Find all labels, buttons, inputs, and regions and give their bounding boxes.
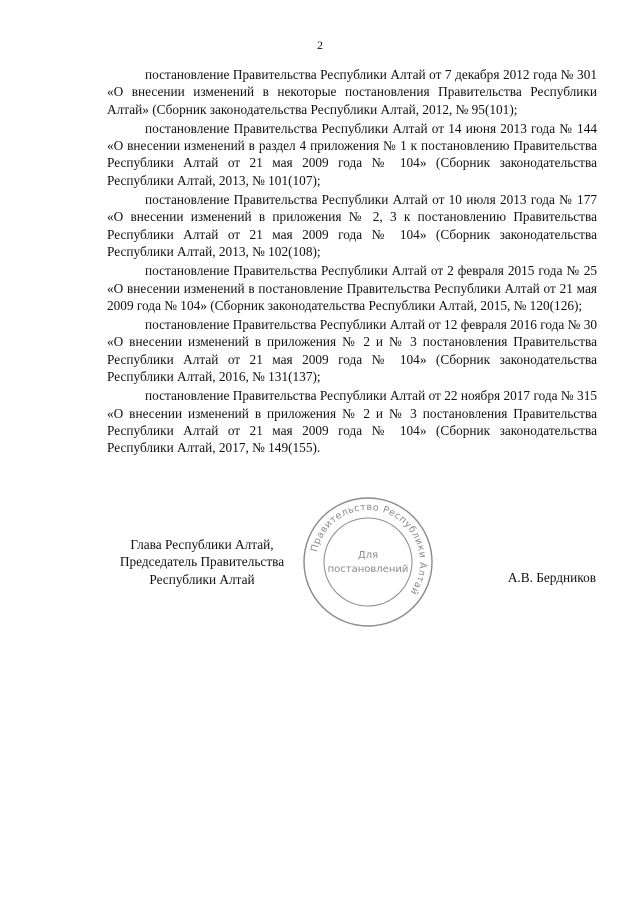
page-number: 2 [317, 38, 323, 52]
paragraph-6: постановление Правительства Республики Алтай от 22 ноября 2017 года № 315 «О внесении изменений в приложения № 2 и № 3 постановления Правительства Республики Алтай от 21 мая 2009 года № 104» (Сборник законодательства Республики Алтай, 2017, № 149(155). [107, 388, 597, 456]
signatory-title-line-1: Глава Республики Алтай, [130, 537, 274, 552]
stamp-center-line-2: постановлений [327, 564, 409, 575]
stamp-inner-ring [324, 518, 412, 606]
signatory-title-line-2: Председатель Правительства [119, 554, 285, 570]
stamp-ring-text: Правительство Республики Алтай [309, 501, 429, 597]
paragraph-1: постановление Правительства Республики Алтай от 7 декабря 2012 года № 301 «О внесении изменений в некоторые постановления Правительства Республики Алтай» (Сборник законодательства Республики Алтай, 2012, № 95(101); [107, 67, 597, 117]
stamp-center-line-1: Для [357, 550, 379, 561]
signatory-name: А.В. Бердников [507, 570, 596, 585]
official-stamp [300, 494, 436, 630]
stamp-outer-ring [304, 498, 432, 626]
signatory-title [106, 536, 298, 588]
paragraph-3: постановление Правительства Республики Алтай от 10 июля 2013 года № 177 «О внесении изменений в приложения № 2, 3 к постановлению Правительства Республики Алтай от 21 мая 2009 года № 104» (Сборник законодательства Республики Алтай, 2013, № 102(108); [107, 192, 597, 259]
paragraph-2: постановление Правительства Республики Алтай от 14 июня 2013 года № 144 «О внесении изменений в раздел 4 приложения № 1 к постановлению Правительства Республики Алтай от 21 мая 2009 года № 104» (Сборник законодательства Республики Алтай, 2013, № 101(107); [107, 120, 597, 188]
paragraph-4: постановление Правительства Республики Алтай от 2 февраля 2015 года № 25 «О внесении изменений в постановление Правительства Республики Алтай от 21 мая 2009 года № 104» (Сборник законодательства Республики Алтай, 2015, № 120(126); [107, 263, 597, 313]
signatory-title-line-3: Республики Алтай [149, 571, 255, 587]
body-text [107, 66, 597, 459]
paragraph-5: постановление Правительства Республики Алтай от 12 февраля 2016 года № 30 «О внесении изменений в приложения № 2 и № 3 постановления Правительства Республики Алтай от 21 мая 2009 года № 104» (Сборник законодательства Республики Алтай, 2016, № 131(137); [107, 317, 597, 385]
